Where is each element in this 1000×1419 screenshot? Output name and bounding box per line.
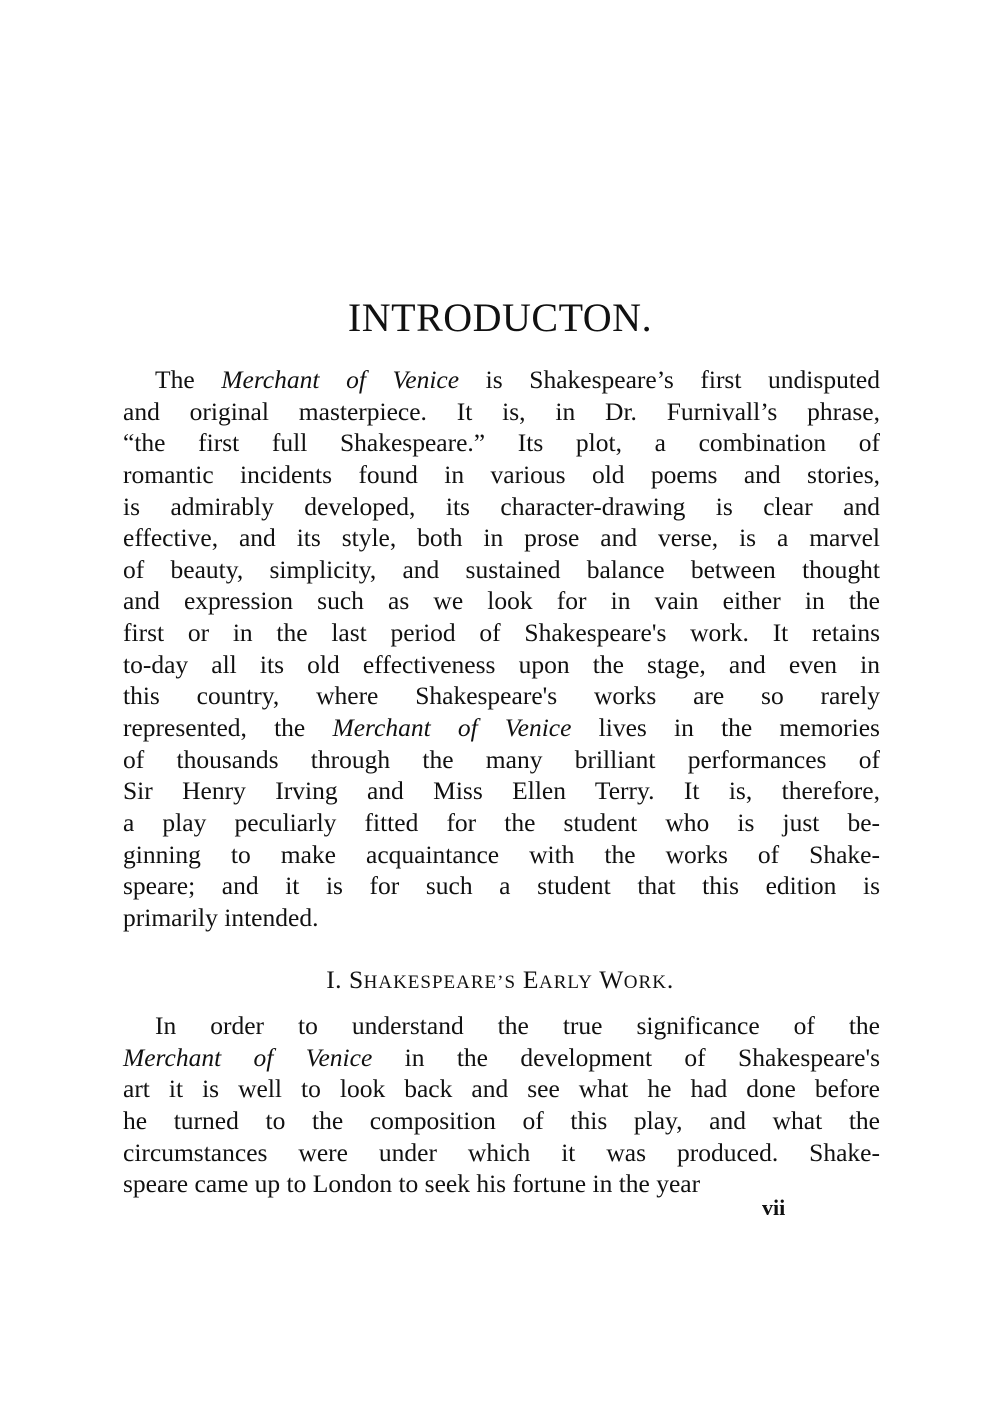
text-run: and original masterpiece. It is, in Dr. Furnivall’s phrase, bbox=[123, 396, 880, 426]
section-heading-text: HAKESPEARE’S bbox=[363, 972, 517, 993]
text-line bbox=[123, 649, 880, 681]
text-run: speare came up to London to seek his fortune in the year bbox=[123, 1169, 701, 1199]
text-run: a play peculiarly fitted for the student who is just be- bbox=[123, 807, 880, 837]
italic-title: Merchant of Venice bbox=[123, 1042, 373, 1072]
text-run: speare; and it is for such a student that this edition is bbox=[123, 871, 880, 901]
text-run: in the development of Shakespeare's bbox=[372, 1042, 880, 1072]
section-paragraph bbox=[123, 1010, 880, 1200]
section-heading-text: S bbox=[348, 965, 364, 994]
text-run: he turned to the composition of this play, and what the bbox=[123, 1105, 880, 1135]
text-run: first or in the last period of Shakespeare's work. It retains bbox=[123, 618, 880, 648]
page-number: vii bbox=[762, 1195, 786, 1220]
italic-title: Merchant of Venice bbox=[221, 365, 460, 394]
text-line bbox=[123, 680, 880, 712]
text-line bbox=[123, 1042, 880, 1074]
page-title: INTRODUCTON. bbox=[347, 295, 653, 340]
text-run: is admirably developed, its character-drawing is clear and bbox=[123, 491, 880, 521]
text-run: Sir Henry Irving and Miss Ellen Terry. It is, therefore, bbox=[123, 776, 880, 806]
text-line bbox=[123, 396, 880, 428]
text-line bbox=[123, 839, 880, 871]
text-run: romantic incidents found in various old poems and stories, bbox=[123, 459, 880, 489]
text-line bbox=[123, 427, 880, 459]
text-line bbox=[123, 1105, 880, 1137]
text-line bbox=[123, 870, 880, 902]
text-run: represented, the bbox=[123, 713, 333, 743]
text-run: is Shakespeare’s first undisputed bbox=[459, 365, 880, 394]
text-line bbox=[123, 1137, 880, 1169]
section-heading bbox=[0, 964, 1000, 999]
text-line bbox=[123, 364, 880, 396]
text-run: lives in the memories bbox=[571, 713, 880, 743]
section-heading-text: E bbox=[516, 965, 539, 994]
italic-title: Merchant of Venice bbox=[332, 713, 572, 743]
section-heading-text: ARLY bbox=[538, 972, 593, 993]
text-run: The bbox=[155, 365, 222, 394]
text-line bbox=[123, 459, 880, 491]
text-line bbox=[123, 902, 880, 934]
text-run: effective, and its style, both in prose and verse, is a marvel bbox=[123, 523, 880, 553]
text-line bbox=[123, 744, 880, 776]
text-run: this country, where Shakespeare's works are so rarely bbox=[123, 681, 880, 711]
section-heading-text: W bbox=[592, 965, 624, 994]
text-line bbox=[123, 522, 880, 554]
text-line bbox=[123, 491, 880, 523]
section-heading-text: . bbox=[666, 965, 674, 994]
text-line bbox=[123, 712, 880, 744]
text-run: ginning to make acquaintance with the works of Shake- bbox=[123, 839, 880, 869]
text-run: of thousands through the many brilliant performances of bbox=[123, 744, 880, 774]
text-run: “the first full Shakespeare.” Its plot, a combination of bbox=[123, 428, 880, 458]
text-line bbox=[123, 775, 880, 807]
section-heading-text: ORK bbox=[623, 972, 667, 993]
text-line bbox=[123, 554, 880, 586]
text-line bbox=[123, 617, 880, 649]
text-line bbox=[123, 585, 880, 617]
text-run: primarily intended. bbox=[123, 902, 319, 932]
text-line bbox=[123, 1010, 880, 1042]
text-run: and expression such as we look for in vain either in the bbox=[123, 586, 880, 616]
text-run: to-day all its old effectiveness upon the stage, and even in bbox=[123, 649, 880, 679]
text-line bbox=[123, 1073, 880, 1105]
intro-paragraph bbox=[123, 364, 880, 934]
text-run: circumstances were under which it was produced. Shake- bbox=[123, 1137, 880, 1167]
text-run: art it is well to look back and see what he had done before bbox=[123, 1074, 880, 1104]
text-run: of beauty, simplicity, and sustained balance between thought bbox=[123, 554, 880, 584]
section-numeral: I. bbox=[326, 965, 349, 994]
text-run: In order to understand the true significance of the bbox=[155, 1011, 880, 1040]
text-line bbox=[123, 807, 880, 839]
